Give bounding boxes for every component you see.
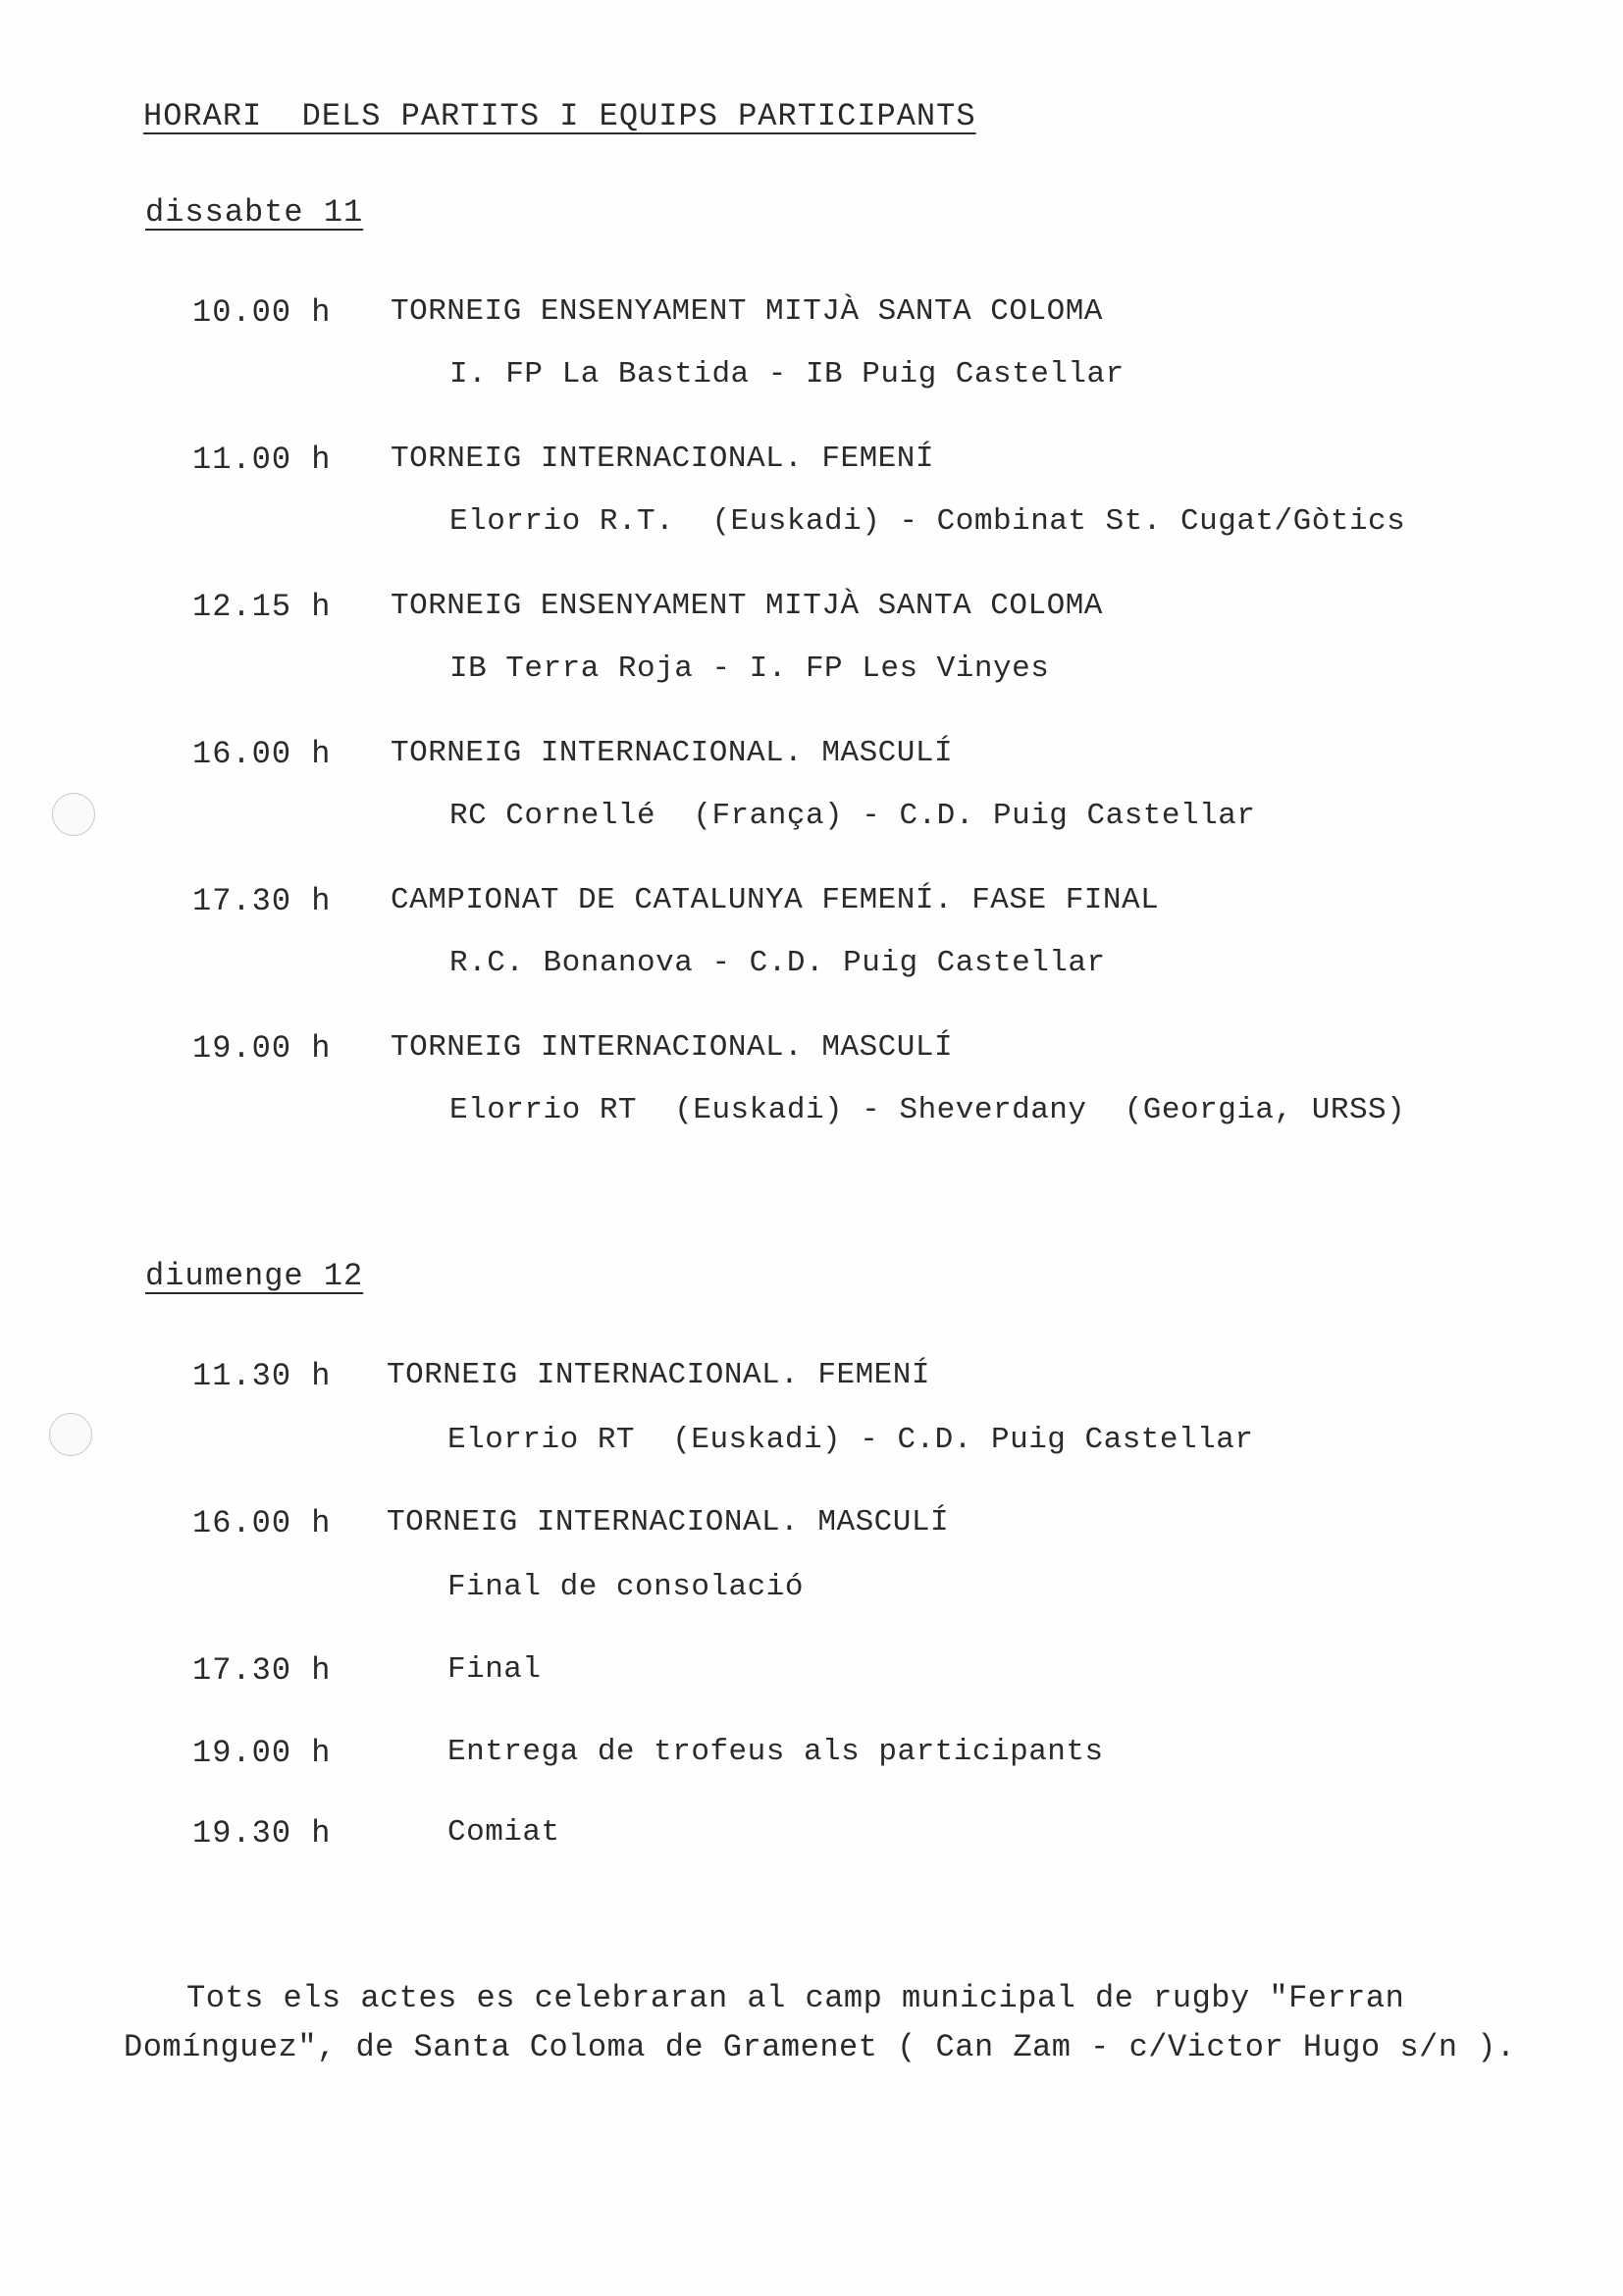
schedule-teams: Elorrio R.T. (Euskadi) - Combinat St. Cugat/Gòtics (449, 504, 1406, 539)
day-heading-sunday: diumenge 12 (145, 1258, 364, 1294)
schedule-time: 16.00 h (192, 736, 332, 772)
schedule-event: TORNEIG INTERNACIONAL. FEMENÍ (391, 442, 934, 476)
schedule-event: CAMPIONAT DE CATALUNYA FEMENÍ. FASE FINAL (391, 883, 1160, 917)
schedule-teams: Final (447, 1652, 542, 1687)
schedule-event: TORNEIG INTERNACIONAL. MASCULÍ (387, 1505, 950, 1539)
venue-note-line: Tots els actes es celebraran al camp municipal de rugby "Ferran (186, 1980, 1405, 2016)
schedule-event: TORNEIG ENSENYAMENT MITJÀ SANTA COLOMA (391, 294, 1103, 329)
schedule-teams: Entrega de trofeus als participants (447, 1735, 1104, 1769)
schedule-teams: R.C. Bonanova - C.D. Puig Castellar (449, 946, 1106, 980)
schedule-teams: IB Terra Roja - I. FP Les Vinyes (449, 652, 1050, 686)
schedule-time: 11.30 h (192, 1358, 332, 1394)
schedule-teams: Comiat (447, 1815, 560, 1850)
schedule-time: 16.00 h (192, 1505, 332, 1541)
schedule-time: 12.15 h (192, 589, 332, 625)
schedule-event: TORNEIG INTERNACIONAL. FEMENÍ (387, 1358, 930, 1392)
punch-hole-lower (49, 1413, 92, 1456)
schedule-teams: Final de consolació (447, 1570, 804, 1604)
schedule-time: 19.30 h (192, 1815, 332, 1852)
schedule-time: 19.00 h (192, 1735, 332, 1771)
schedule-time: 19.00 h (192, 1030, 332, 1067)
venue-note-line: Domínguez", de Santa Coloma de Gramenet ( Can Zam - c/Victor Hugo s/n ). (124, 2029, 1516, 2065)
schedule-teams: Elorrio RT (Euskadi) - C.D. Puig Castellar (447, 1423, 1254, 1457)
schedule-teams: RC Cornellé (França) - C.D. Puig Castellar (449, 799, 1256, 833)
schedule-teams: Elorrio RT (Euskadi) - Sheverdany (Georgia, URSS) (449, 1093, 1406, 1127)
schedule-event: TORNEIG INTERNACIONAL. MASCULÍ (391, 1030, 954, 1065)
punch-hole-upper (52, 793, 95, 836)
schedule-event: TORNEIG ENSENYAMENT MITJÀ SANTA COLOMA (391, 589, 1103, 623)
schedule-time: 11.00 h (192, 442, 332, 478)
document-title: HORARI DELS PARTITS I EQUIPS PARTICIPANTS (143, 98, 976, 134)
schedule-time: 10.00 h (192, 294, 332, 331)
day-heading-saturday: dissabte 11 (145, 194, 364, 231)
schedule-teams: I. FP La Bastida - IB Puig Castellar (449, 357, 1125, 391)
schedule-time: 17.30 h (192, 1652, 332, 1689)
venue-note (124, 1974, 1556, 2072)
schedule-event: TORNEIG INTERNACIONAL. MASCULÍ (391, 736, 954, 770)
schedule-time: 17.30 h (192, 883, 332, 919)
